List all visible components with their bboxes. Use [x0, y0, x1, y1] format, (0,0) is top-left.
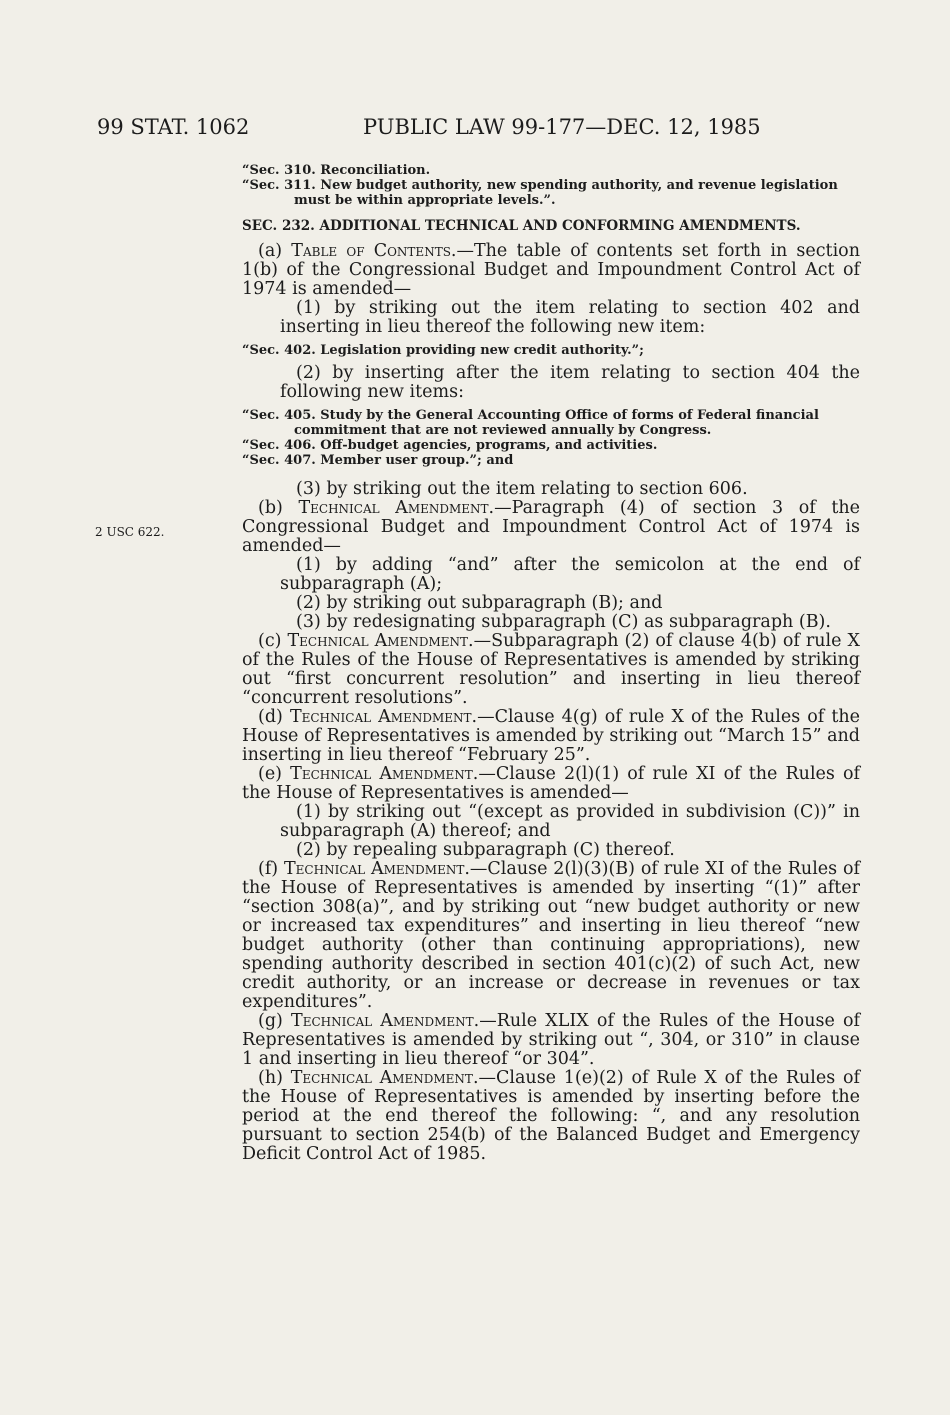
- paragraph-h-label: (h): [258, 1068, 291, 1088]
- paragraph-c-label: (c): [258, 631, 288, 651]
- paragraph-a3: (3) by striking out the item relating to section 606.: [296, 479, 748, 499]
- paragraph-a-label: (a): [258, 241, 292, 261]
- paragraph-b-label: (b): [258, 498, 299, 518]
- paragraph-d: [242, 708, 860, 765]
- paragraph-g-text: —Rule XLIX of the Rules of the House of Representatives is amended by striking out “, 304, or 310” in clause 1 and inserting in lieu thereof “or 304”.: [242, 1011, 860, 1069]
- toc-item-sec-407: “Sec. 407. Member user group.”; and: [242, 453, 514, 468]
- toc-item-sec-311-cont: must be within appropriate levels.”.: [294, 193, 556, 208]
- new-item-list-405-407: [242, 408, 860, 468]
- paragraph-f-label: (f): [258, 859, 284, 879]
- paragraph-e-text: —Clause 2(l)(1) of rule XI of the Rules of the House of Representatives is amended—: [242, 764, 861, 803]
- paragraph-c-text: —Subparagraph (2) of clause 4(b) of rule X of the Rules of the House of Representatives is amended by striking out “first concurrent resolution” and inserting in lieu thereof “concurrent resolutions”.: [242, 631, 860, 708]
- paragraph-b: [242, 499, 860, 556]
- toc-item-sec-310: “Sec. 310. Reconciliation.: [242, 163, 431, 178]
- paragraph-a1: (1) by striking out the item relating to section 402 and inserting in lieu thereof the following new item:: [280, 298, 860, 337]
- paragraph-f-caption: Technical Amendment.: [284, 859, 470, 879]
- document-body: [242, 163, 860, 1164]
- paragraph-h-caption: Technical Amendment.: [290, 1068, 479, 1088]
- page-header: [97, 115, 890, 145]
- paragraph-h: [242, 1069, 860, 1164]
- paragraph-d-label: (d): [258, 707, 290, 727]
- margin-citation: 2 USC 622.: [95, 525, 165, 539]
- paragraph-c-caption: Technical Amendment.: [287, 631, 474, 651]
- toc-item-sec-311-text: “Sec. 311. New budget authority, new spending authority, and revenue legislation: [242, 178, 838, 193]
- paragraph-g-caption: Technical Amendment.: [291, 1011, 480, 1031]
- paragraph-f: [242, 860, 860, 1012]
- paragraph-d-caption: Technical Amendment.: [289, 707, 478, 727]
- toc-item-sec-405-cont: commitment that are not reviewed annually by Congress.: [294, 423, 712, 438]
- paragraph-b-text: —Paragraph (4) of section 3 of the Congressional Budget and Impoundment Control Act of 1974 is amended—: [242, 498, 861, 556]
- paragraph-h-text: —Clause 1(e)(2) of Rule X of the Rules of the House of Representatives is amended by inserting before the period at the end thereof the following: “, and any resolution pursuant to section 254(b) of the Balanced Budget and Emergency Deficit Control Act of 1985.: [242, 1068, 860, 1164]
- paragraph-c: [242, 632, 860, 708]
- paragraph-e2: (2) by repealing subparagraph (C) thereof.: [296, 840, 675, 860]
- paragraph-g-label: (g): [258, 1011, 292, 1031]
- paragraph-b3: (3) by redesignating subparagraph (C) as subparagraph (B).: [296, 612, 831, 632]
- public-law-title: PUBLIC LAW 99-177—DEC. 12, 1985: [363, 115, 761, 139]
- paragraph-a2: (2) by inserting after the item relating to section 404 the following new items:: [280, 363, 860, 402]
- paragraph-e: [242, 765, 860, 803]
- paragraph-e-caption: Technical Amendment.: [290, 764, 479, 784]
- paragraph-e1: (1) by striking out “(except as provided in subdivision (C))” in subparagraph (A) thereof; and: [280, 802, 860, 841]
- toc-item-sec-402: “Sec. 402. Legislation providing new credit authority.”;: [242, 343, 644, 358]
- paragraph-f-text: —Clause 2(l)(3)(B) of rule XI of the Rules of the House of Representatives is amended by inserting “(1)” after “section 308(a)”, and by striking out “new budget authority or new or increased tax expenditures” and inserting in lieu thereof “new budget authority (other than continuing appropriations), new spending authority described in section 401(c)(2) of such Act, new credit authority, or an increase or decrease in revenues or tax expenditures”.: [242, 859, 861, 1012]
- paragraph-a-caption: Table of Contents.: [291, 241, 457, 261]
- paragraph-d-text: —Clause 4(g) of rule X of the Rules of the House of Representatives is amended by striking out “March 15” and inserting in lieu thereof “February 25”.: [242, 707, 860, 765]
- paragraph-b2: (2) by striking out subparagraph (B); and: [296, 593, 663, 613]
- section-heading: SEC. 232. ADDITIONAL TECHNICAL AND CONFORMING AMENDMENTS.: [242, 218, 801, 234]
- paragraph-b-caption: Technical Amendment.: [298, 498, 495, 518]
- paragraph-a: [242, 242, 860, 299]
- paragraph-b1: (1) by adding “and” after the semicolon at the end of subparagraph (A);: [280, 555, 860, 594]
- stat-page-number: 99 STAT. 1062: [97, 115, 250, 139]
- paragraph-a-text: —The table of contents set forth in section 1(b) of the Congressional Budget and Impoundment Control Act of 1974 is amended—: [242, 241, 860, 299]
- toc-item-sec-405: “Sec. 405. Study by the General Accounting Office of forms of Federal financial: [242, 408, 819, 423]
- new-item-list-402: [242, 343, 860, 358]
- paragraph-g: [242, 1012, 860, 1069]
- toc-item-sec-406: “Sec. 406. Off-budget agencies, programs, and activities.: [242, 438, 658, 453]
- toc-item-sec-311: [242, 178, 860, 193]
- paragraph-e-label: (e): [258, 764, 291, 784]
